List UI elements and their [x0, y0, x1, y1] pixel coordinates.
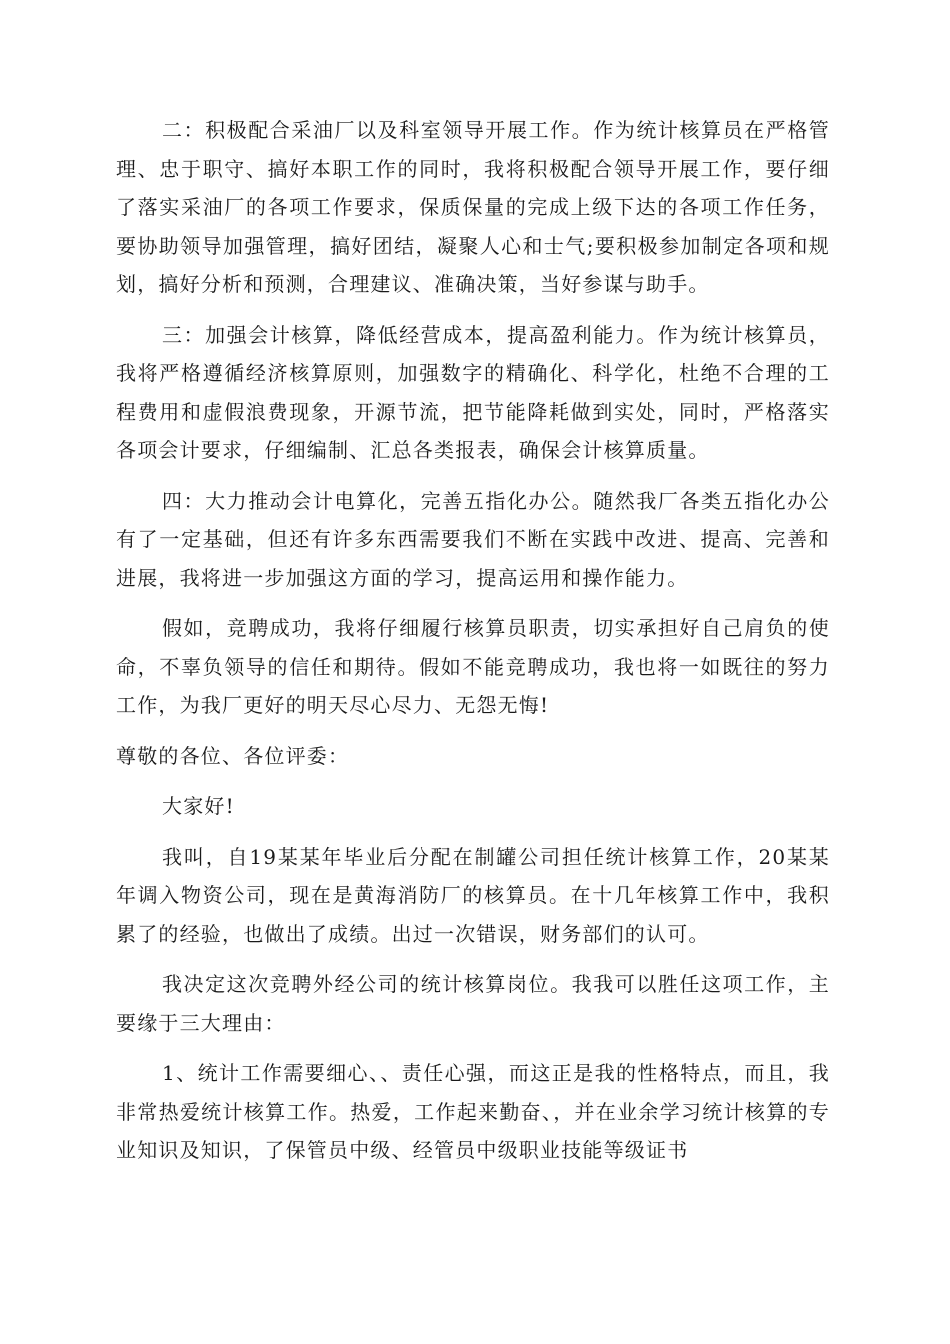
paragraph-decision: 我决定这次竞聘外经公司的统计核算岗位。我我可以胜任这项工作，主要缘于三大理由： — [116, 972, 830, 1035]
paragraph-point-two: 二：积极配合采油厂以及科室领导开展工作。作为统计核算员在严格管理、忠于职守、搞好本职工作的同时，我将积极配合领导开展工作，要仔细了落实采油厂的各项工作要求，保质保量的完成上级下达的各项工作任务，要协助领导加强管理，搞好团结，凝聚人心和士气;要积极参加制定各项和规划，搞好分析和预测，合理建议、准确决策，当好参谋与助手。 — [116, 118, 830, 296]
paragraph-closing: 假如，竞聘成功，我将仔细履行核算员职责，切实承担好自己肩负的使命，不辜负领导的信任和期待。假如不能竞聘成功，我也将一如既往的努力工作，为我厂更好的明天尽心尽力、无怨无悔! — [116, 616, 830, 717]
paragraph-point-three: 三：加强会计核算，降低经营成本，提高盈利能力。作为统计核算员，我将严格遵循经济核算原则，加强数字的精确化、科学化，杜绝不合理的工程费用和虚假浪费现象，开源节流，把节能降耗做到实处，同时，严格落实各项会计要求，仔细编制、汇总各类报表，确保会计核算质量。 — [116, 322, 830, 462]
paragraph-point-four: 四：大力推动会计电算化，完善五指化办公。随然我厂各类五指化办公有了一定基础，但还有许多东西需要我们不断在实践中改进、提高、完善和进展，我将进一步加强这方面的学习，提高运用和操作能力。 — [116, 488, 830, 590]
paragraph-reason-one: 1、统计工作需要细心、、责任心强，而这正是我的性格特点，而且，我非常热爱统计核算工作。热爱，工作起来勤奋、，并在业余学习统计核算的专业知识及知识，了保管员中级、经管员中级职业技能等级证书 — [116, 1061, 830, 1162]
greeting: 大家好! — [162, 794, 235, 818]
paragraph-introduction: 我叫，自19某某年毕业后分配在制罐公司担任统计核算工作，20某某年调入物资公司，现在是黄海消防厂的核算员。在十几年核算工作中，我积累了的经验，也做出了成绩。出过一次错误，财务部们的认可。 — [116, 844, 830, 946]
salutation: 尊敬的各位、各位评委： — [116, 743, 350, 768]
